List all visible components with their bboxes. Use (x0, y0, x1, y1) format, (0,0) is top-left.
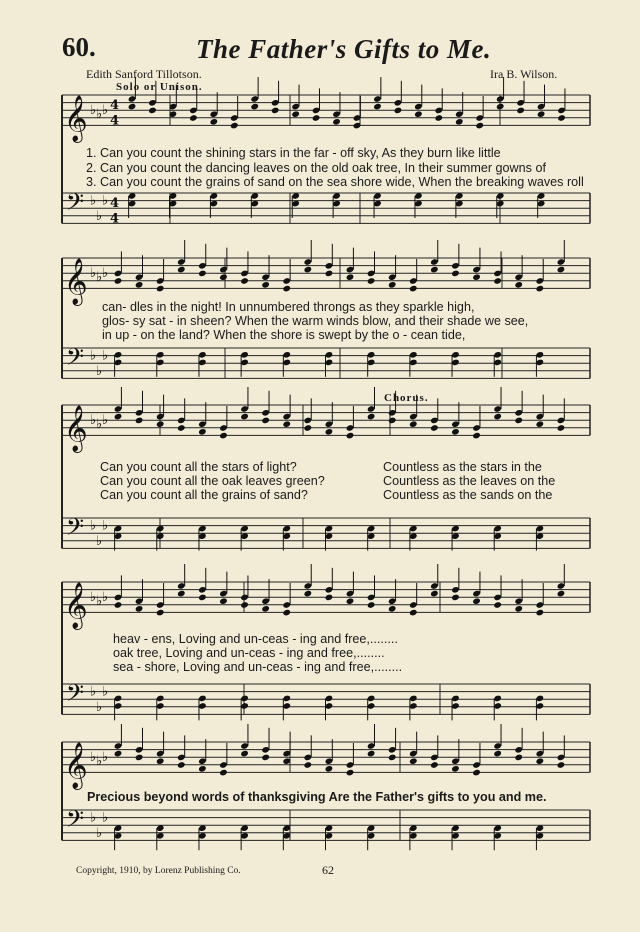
flat-icon: ♭ (102, 810, 109, 826)
note-head (114, 601, 123, 609)
s3-verse-1-right: Countless as the stars in the (383, 460, 542, 474)
note-head (177, 761, 186, 769)
treble-clef-icon: 𝄞 (64, 742, 88, 789)
bass-clef-icon: 𝄢 (66, 804, 85, 838)
note-head (240, 601, 249, 609)
note-head (177, 590, 186, 598)
treble-clef-icon: 𝄞 (64, 405, 88, 452)
note-head (135, 754, 144, 762)
note-head (557, 114, 566, 122)
time-signature: 4 (110, 98, 120, 114)
note-head (240, 413, 249, 421)
note-head (312, 114, 321, 122)
note-head (304, 590, 313, 598)
note-head (219, 597, 228, 605)
flat-icon: ♭ (96, 270, 103, 285)
note-head (304, 761, 313, 769)
note-head (496, 103, 505, 111)
s1-verse-1: 1. Can you count the shining stars in the far - off sky, As they burn like little (86, 146, 501, 160)
page-number: 62 (322, 863, 334, 877)
note-head (493, 601, 502, 609)
note-head (435, 114, 444, 122)
note-head (557, 761, 566, 769)
note-head (451, 594, 460, 602)
flat-icon: ♭ (96, 699, 103, 715)
s1-verse-2: 2. Can you count the dancing leaves on the old oak tree, In their summer gowns of (86, 161, 546, 175)
note-head (261, 754, 270, 762)
note-head (325, 594, 334, 602)
composer-credit: Ira B. Wilson. (490, 67, 558, 81)
note-head (240, 750, 249, 758)
note-head (537, 110, 546, 118)
copyright-notice: Copyright, 1910, by Lorenz Publishing Co. (76, 866, 241, 876)
note-head (135, 281, 144, 289)
s3-verse-2-left: Can you count all the oak leaves green? (100, 474, 325, 488)
note-head (367, 277, 376, 285)
note-head (388, 754, 397, 762)
hymn-number: 60. (62, 32, 96, 62)
note-head (373, 103, 382, 111)
s2-verse-2: glos- sy sat - in sheen? When the warm winds blow, and their shade we see, (102, 314, 529, 328)
note-head (230, 122, 239, 130)
note-head (346, 769, 355, 777)
note-head (557, 424, 566, 432)
note-head (219, 273, 228, 281)
chorus-label: Chorus. (384, 392, 429, 404)
note-head (271, 107, 280, 115)
note-head (114, 413, 123, 421)
flat-icon: ♭ (90, 348, 97, 364)
hymn-title: The Father's Gifts to Me. (196, 34, 492, 64)
time-signature: 4 (110, 211, 120, 227)
bass-clef-icon: 𝄢 (66, 342, 85, 376)
s4-verse-3: sea - shore, Loving and un-ceas - ing and free,........ (113, 660, 403, 674)
note-head (198, 594, 207, 602)
s1-verse-3: 3. Can you count the grains of sand on the sea shore wide, When the breaking waves roll (86, 175, 584, 189)
note-head (148, 107, 157, 115)
note-head (493, 750, 502, 758)
time-signature: 4 (110, 113, 120, 129)
flat-icon: ♭ (96, 594, 103, 609)
note-head (177, 424, 186, 432)
note-head (156, 285, 165, 293)
note-head (346, 432, 355, 440)
note-head (493, 277, 502, 285)
note-head (514, 417, 523, 425)
note-head (135, 605, 144, 613)
treble-clef-icon: 𝄞 (64, 258, 88, 305)
note-head (451, 765, 460, 773)
flat-icon: ♭ (96, 754, 103, 769)
bass-clef-icon: 𝄢 (66, 187, 85, 221)
flat-icon: ♭ (90, 750, 97, 766)
note-head (189, 114, 198, 122)
note-head (282, 285, 291, 293)
note-head (291, 110, 300, 118)
note-head (282, 420, 291, 428)
note-head (346, 273, 355, 281)
note-head (493, 413, 502, 421)
note-head (409, 757, 418, 765)
flat-icon: ♭ (102, 590, 109, 606)
s4-verse-2: oak tree, Loving and un-ceas - ing and free,........ (113, 646, 385, 660)
s3-verse-2-right: Countless as the leaves on the (383, 474, 556, 488)
note-head (455, 118, 464, 126)
note-head (475, 122, 484, 130)
note-head (430, 424, 439, 432)
note-head (472, 769, 481, 777)
note-head (367, 750, 376, 758)
flat-icon: ♭ (102, 684, 109, 700)
note-head (536, 757, 545, 765)
s3-verse-3-right: Countless as the sands on the (383, 488, 553, 502)
flat-icon: ♭ (90, 193, 97, 209)
note-head (516, 107, 525, 115)
bass-clef-icon: 𝄢 (66, 678, 85, 712)
note-head (536, 609, 545, 617)
flat-icon: ♭ (96, 107, 103, 122)
flat-icon: ♭ (102, 103, 109, 119)
s3-verse-3-left: Can you count all the grains of sand? (100, 488, 308, 502)
note-head (409, 420, 418, 428)
note-head (472, 597, 481, 605)
note-head (156, 609, 165, 617)
note-head (114, 277, 123, 285)
flat-icon: ♭ (90, 103, 97, 119)
note-head (304, 424, 313, 432)
note-head (557, 266, 566, 274)
flat-icon: ♭ (90, 413, 97, 429)
note-head (451, 428, 460, 436)
flat-icon: ♭ (102, 348, 109, 364)
s2-verse-3: in up - on the land? When the shore is swept by the o - cean tide, (102, 328, 466, 342)
note-head (414, 110, 423, 118)
note-head (198, 270, 207, 278)
flat-icon: ♭ (102, 193, 109, 209)
note-head (261, 417, 270, 425)
note-head (325, 428, 334, 436)
note-head (304, 266, 313, 274)
flat-icon: ♭ (90, 266, 97, 282)
note-head (367, 601, 376, 609)
flat-icon: ♭ (96, 208, 103, 224)
bass-clef-icon: 𝄢 (66, 512, 85, 546)
note-head (536, 285, 545, 293)
note-head (514, 281, 523, 289)
s2-verse-1: can- dles in the night! In unnumbered throngs as they sparkle high, (102, 300, 475, 314)
note-head (156, 420, 165, 428)
note-head (250, 103, 259, 111)
note-head (325, 765, 334, 773)
note-head (261, 281, 270, 289)
note-head (261, 605, 270, 613)
note-head (367, 413, 376, 421)
note-head (219, 432, 228, 440)
flat-icon: ♭ (90, 684, 97, 700)
treble-clef-icon: 𝄞 (64, 95, 88, 142)
note-head (536, 420, 545, 428)
flat-icon: ♭ (96, 533, 103, 549)
flat-icon: ♭ (90, 518, 97, 534)
note-head (177, 266, 186, 274)
flat-icon: ♭ (90, 590, 97, 606)
author-credit: Edith Sanford Tillotson. (86, 67, 202, 81)
note-head (409, 609, 418, 617)
note-head (282, 609, 291, 617)
note-head (451, 270, 460, 278)
s4-verse-1: heav - ens, Loving and un-ceas - ing and free,........ (113, 632, 398, 646)
note-head (198, 428, 207, 436)
note-head (240, 277, 249, 285)
note-head (388, 605, 397, 613)
s5-verse: Precious beyond words of thanksgiving Are the Father's gifts to you and me. (87, 790, 547, 804)
flat-icon: ♭ (102, 750, 109, 766)
note-head (346, 597, 355, 605)
flat-icon: ♭ (90, 810, 97, 826)
note-head (114, 750, 123, 758)
treble-clef-icon: 𝄞 (64, 582, 88, 629)
flat-icon: ♭ (102, 413, 109, 429)
flat-icon: ♭ (96, 363, 103, 379)
note-head (514, 754, 523, 762)
note-head (135, 417, 144, 425)
flat-icon: ♭ (96, 825, 103, 841)
flat-icon: ♭ (96, 417, 103, 432)
flat-icon: ♭ (102, 266, 109, 282)
performance-instruction: Solo or Unison. (116, 81, 203, 93)
note-head (128, 103, 137, 111)
note-head (219, 769, 228, 777)
time-signature: 4 (110, 196, 120, 212)
note-head (156, 757, 165, 765)
note-head (210, 118, 219, 126)
note-head (394, 107, 403, 115)
note-head (514, 605, 523, 613)
flat-icon: ♭ (102, 518, 109, 534)
note-head (388, 281, 397, 289)
note-head (388, 417, 397, 425)
note-head (332, 118, 341, 126)
note-head (472, 432, 481, 440)
note-head (472, 273, 481, 281)
s3-verse-1-left: Can you count all the stars of light? (100, 460, 297, 474)
note-head (325, 270, 334, 278)
note-head (198, 765, 207, 773)
note-head (557, 590, 566, 598)
note-head (430, 590, 439, 598)
note-head (430, 266, 439, 274)
note-head (409, 285, 418, 293)
note-head (430, 761, 439, 769)
